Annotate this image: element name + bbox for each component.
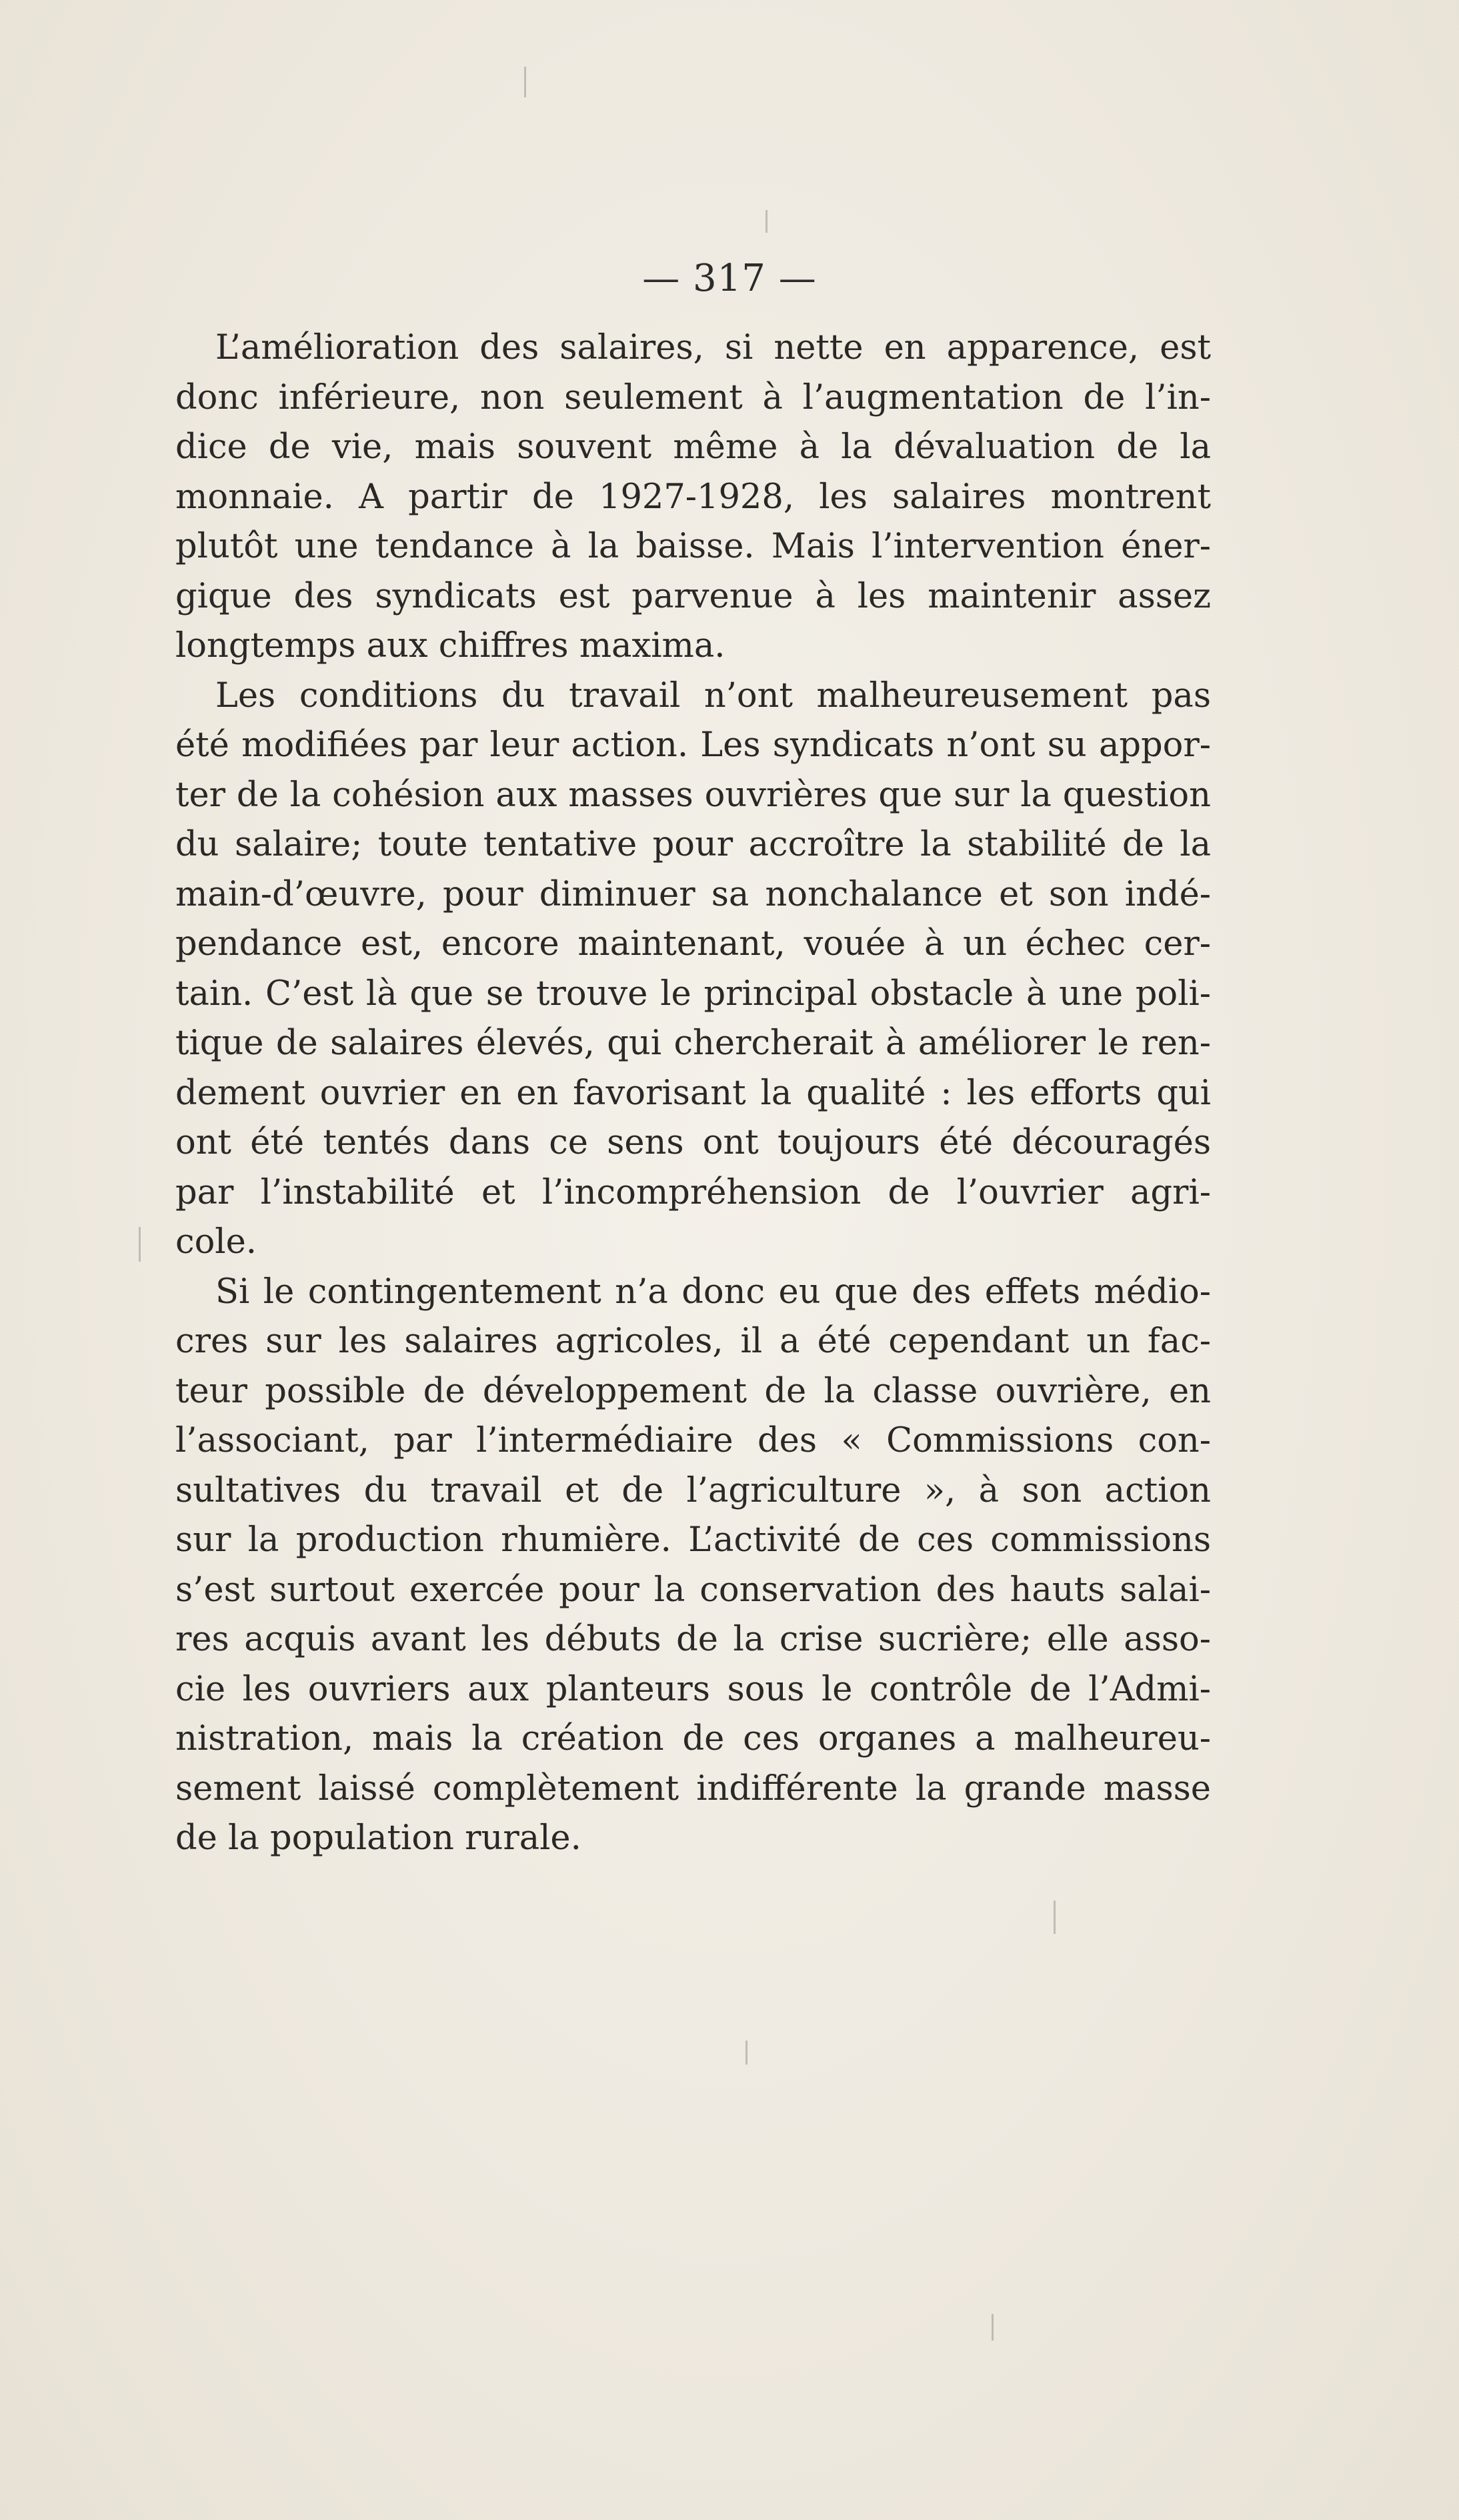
text-line: res acquis avant les débuts de la crise sucrière; elle asso- bbox=[175, 1620, 1211, 1659]
text-line: Les conditions du travail n’ont malheureusement pas bbox=[215, 676, 1211, 716]
text-line: de la population rurale. bbox=[175, 1818, 581, 1858]
text-line: tain. C’est là que se trouve le principal obstacle à une poli- bbox=[175, 974, 1211, 1014]
scan-mark bbox=[766, 210, 768, 233]
page-number: — 317 — bbox=[642, 257, 817, 300]
text-line: sultatives du travail et de l’agriculture », à son action bbox=[175, 1470, 1211, 1510]
text-line: par l’instabilité et l’incompréhension de l’ouvrier agri- bbox=[175, 1172, 1211, 1212]
scan-mark bbox=[746, 2041, 748, 2065]
text-line: cie les ouvriers aux planteurs sous le contrôle de l’Admi- bbox=[175, 1669, 1211, 1709]
text-line: nistration, mais la création de ces organes a malheureu- bbox=[175, 1719, 1211, 1758]
text-line: cres sur les salaires agricoles, il a été cependant un fac- bbox=[175, 1322, 1211, 1361]
text-line: teur possible de développement de la classe ouvrière, en bbox=[175, 1371, 1211, 1411]
scan-mark bbox=[992, 2314, 994, 2341]
text-line: L’amélioration des salaires, si nette en apparence, est bbox=[215, 328, 1211, 367]
text-line: cole. bbox=[175, 1222, 257, 1262]
text-line: dice de vie, mais souvent même à la dévaluation de la bbox=[175, 427, 1211, 467]
text-line: du salaire; toute tentative pour accroître la stabilité de la bbox=[175, 825, 1211, 864]
text-line: gique des syndicats est parvenue à les maintenir assez bbox=[175, 576, 1211, 616]
text-line: tique de salaires élevés, qui chercherait à améliorer le ren- bbox=[175, 1024, 1211, 1063]
text-line: sur la production rhumière. L’activité de ces commissions bbox=[175, 1520, 1211, 1560]
scan-mark bbox=[524, 67, 526, 97]
text-line: sement laissé complètement indifférente la grande masse bbox=[175, 1768, 1211, 1808]
text-line: ter de la cohésion aux masses ouvrières que sur la question bbox=[175, 775, 1211, 815]
text-line: monnaie. A partir de 1927-1928, les salaires montrent bbox=[175, 477, 1211, 517]
text-line: pendance est, encore maintenant, vouée à un échec cer- bbox=[175, 924, 1211, 964]
text-line: donc inférieure, non seulement à l’augmentation de l’in- bbox=[175, 377, 1211, 417]
text-line: ont été tentés dans ce sens ont toujours été découragés bbox=[175, 1123, 1211, 1162]
scan-mark bbox=[139, 1227, 141, 1262]
text-line: longtemps aux chiffres maxima. bbox=[175, 626, 725, 666]
text-line: l’associant, par l’intermédiaire des « Commissions con- bbox=[175, 1421, 1211, 1460]
text-line: été modifiées par leur action. Les syndicats n’ont su appor- bbox=[175, 726, 1211, 765]
scan-mark bbox=[1054, 1901, 1056, 1934]
text-line: plutôt une tendance à la baisse. Mais l’intervention éner- bbox=[175, 527, 1211, 566]
text-line: main-d’œuvre, pour diminuer sa nonchalance et son indé- bbox=[175, 874, 1211, 914]
text-line: Si le contingentement n’a donc eu que des effets médio- bbox=[215, 1272, 1211, 1312]
body-text bbox=[175, 323, 1211, 1864]
text-line: s’est surtout exercée pour la conservation des hauts salai- bbox=[175, 1570, 1211, 1610]
text-line: dement ouvrier en en favorisant la qualité : les efforts qui bbox=[175, 1073, 1211, 1113]
